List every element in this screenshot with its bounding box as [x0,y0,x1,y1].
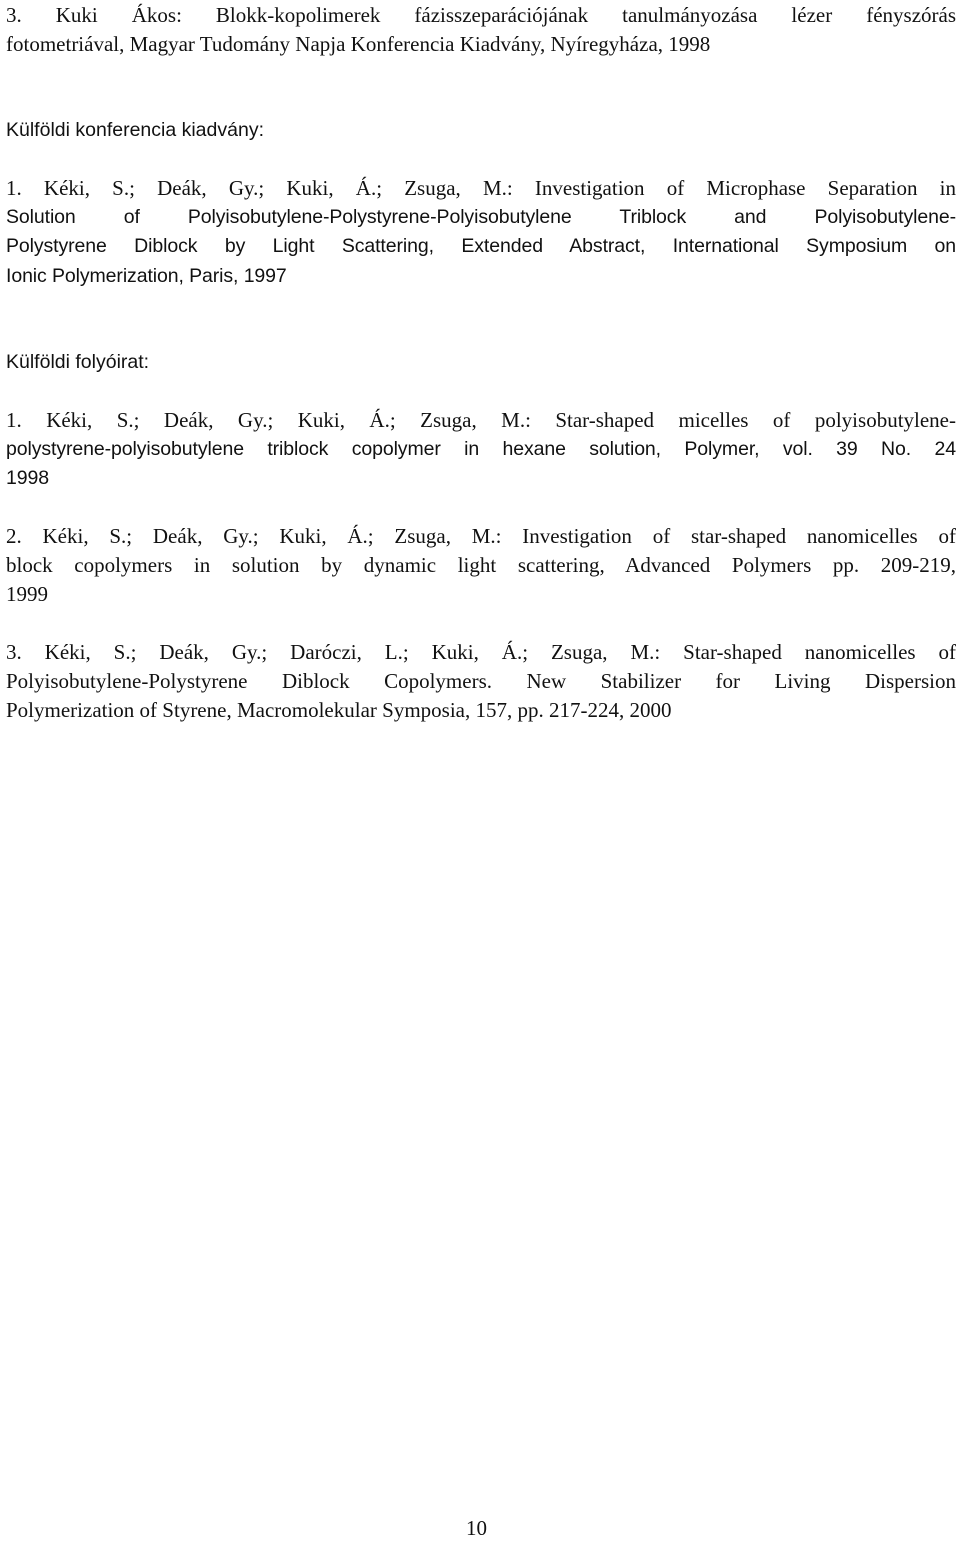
reference-line: Polymerization of Styrene, Macromolekular Symposia, 157, pp. 217-224, 2000 [6,698,672,723]
reference-line: 3. Kuki Ákos: Blokk-kopolimerek fázisszeparációjának tanulmányozása lézer fényszórás [6,3,956,27]
reference-item-journal-2 [6,522,956,610]
reference-line: block copolymers in solution by dynamic light scattering, Advanced Polymers pp. 209-219, [6,553,956,578]
reference-line: 3. Kéki, S.; Deák, Gy.; Daróczi, L.; Kuki, Á.; Zsuga, M.: Star-shaped nanomicelles of [6,640,956,664]
reference-line: 1. Kéki, S.; Deák, Gy.; Kuki, Á.; Zsuga, M.: Investigation of Microphase Separation in [6,176,956,200]
page-number: 10 [466,1516,487,1540]
reference-line: 1998 [6,467,49,490]
reference-line: 2. Kéki, S.; Deák, Gy.; Kuki, Á.; Zsuga, M.: Investigation of star-shaped nanomicelles of [6,524,956,548]
reference-line: Solution of Polyisobutylene-Polystyrene-Polyisobutylene Triblock and Polyisobutylene- [6,206,956,229]
reference-line: 1999 [6,582,48,607]
reference-item-conference-1 [6,174,956,291]
reference-line: polystyrene-polyisobutylene triblock copolymer in hexane solution, Polymer, vol. 39 No. 24 [6,438,956,461]
section-heading-conference: Külföldi konferencia kiadvány: [6,119,264,141]
reference-item-journal-1 [6,406,956,494]
reference-line: fotometriával, Magyar Tudomány Napja Konferencia Kiadvány, Nyíregyháza, 1998 [6,32,711,57]
reference-line: Polyisobutylene-Polystyrene Diblock Copolymers. New Stabilizer for Living Dispersion [6,669,956,694]
reference-line: Polystyrene Diblock by Light Scattering, Extended Abstract, International Symposium on [6,235,956,258]
reference-line: 1. Kéki, S.; Deák, Gy.; Kuki, Á.; Zsuga, M.: Star-shaped micelles of polyisobutylene- [6,408,956,432]
reference-item-journal-3 [6,638,956,726]
document-page [6,0,956,1541]
section-heading-journal: Külföldi folyóirat: [6,351,150,373]
reference-line: Ionic Polymerization, Paris, 1997 [6,264,287,287]
reference-item-hungarian-3 [6,1,956,59]
